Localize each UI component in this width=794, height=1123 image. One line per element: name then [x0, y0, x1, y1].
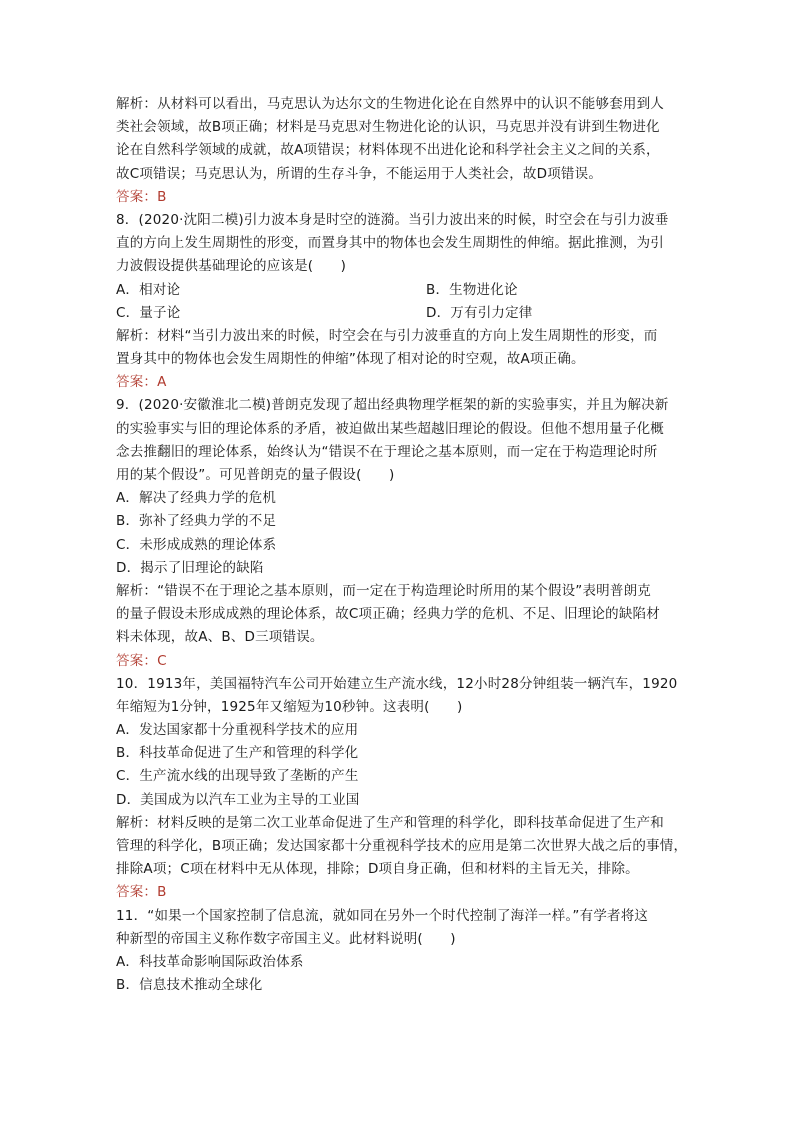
- q9-stem: [116, 394, 686, 487]
- option-d: D．美国成为以汽车工业为主导的工业国: [116, 791, 360, 808]
- question-line: 种新型的帝国主义称作数字帝国主义。此材料说明( ): [116, 930, 456, 947]
- q10-answer: 答案：B: [116, 884, 167, 901]
- q7-analysis: [116, 93, 686, 186]
- option-c: C．生产流水线的出现导致了垄断的产生: [116, 768, 359, 785]
- analysis-line: 解析：材料反映的是第二次工业革命促进了生产和管理的科学化，即科技革命促进了生产和: [116, 814, 664, 831]
- analysis-line: 解析：从材料可以看出，马克思认为达尔文的生物进化论在自然界中的认识不能够套用到人: [116, 96, 664, 112]
- question-line: 念去推翻旧的理论体系，始终认为“错误不在于理论之基本原则，而一定在于构造理论时所: [116, 443, 658, 460]
- q8-stem: [116, 209, 686, 279]
- analysis-line: 解析：材料“当引力波出来的时候，时空会在与引力波垂直的方向上发生周期性的形变，而: [116, 327, 658, 344]
- option-a: A．相对论: [116, 281, 181, 298]
- q9-analysis: [116, 580, 686, 650]
- question-line: 的实验事实与旧的理论体系的矛盾，被迫做出某些超越旧理论的假设。但他不想用量子化概: [116, 420, 664, 437]
- option-d: D．揭示了旧理论的缺陷: [116, 559, 264, 576]
- analysis-line: 置身其中的物体也会发生周期性的伸缩”体现了相对论的时空观，故A项正确。: [116, 351, 585, 368]
- q7-answer: 答案：B: [116, 188, 167, 205]
- q9-options: [116, 487, 686, 580]
- q8-options-row-2: [116, 302, 686, 325]
- question-line: 直的方向上发生周期性的形变，而置身其中的物体也会发生周期性的伸缩。据此推测，为引: [116, 235, 664, 252]
- q11-stem: [116, 905, 686, 951]
- option-a: A．解决了经典力学的危机: [116, 490, 277, 507]
- analysis-line: 故C项错误；马克思认为，所谓的生存斗争，不能运用于人类社会，故D项错误。: [116, 165, 603, 182]
- q8-options-row-1: [116, 279, 686, 302]
- analysis-line: 排除A项；C项在材料中无从体现，排除；D项自身正确，但和材料的主旨无关，排除。: [116, 861, 639, 878]
- analysis-line: 论在自然科学领域的成就，故A项错误；材料体现不出进化论和科学社会主义之间的关系，: [116, 142, 660, 159]
- q9-answer: 答案：C: [116, 652, 167, 669]
- q10-stem: [116, 673, 686, 719]
- option-a: A．科技革命影响国际政治体系: [116, 953, 304, 970]
- q8-analysis: [116, 325, 686, 371]
- q8-answer: 答案：A: [116, 374, 167, 391]
- option-b: B．科技革命促进了生产和管理的科学化: [116, 745, 359, 762]
- option-c: C．量子论: [116, 304, 181, 321]
- analysis-line: 的量子假设未形成成熟的理论体系，故C项正确；经典力学的危机、不足、旧理论的缺陷材: [116, 606, 660, 623]
- question-line: 用的某个假设”。可见普朗克的量子假设( ): [116, 467, 395, 483]
- option-d: D．万有引力定律: [426, 304, 533, 321]
- question-line: 年缩短为1分钟，1925年又缩短为10秒钟。这表明( ): [116, 698, 463, 715]
- question-line: 力波假设提供基础理论的应该是( ): [116, 258, 347, 275]
- option-a: A．发达国家都十分重视科学技术的应用: [116, 722, 359, 739]
- q10-options: [116, 719, 686, 812]
- q11-options: [116, 951, 686, 997]
- question-line: 8．(2020·沈阳二模)引力波本身是时空的涟漪。当引力波出来的时候，时空会在与引力波垂: [116, 211, 669, 228]
- analysis-line: 类社会领域，故B项正确；材料是马克思对生物进化论的认识，马克思并没有讲到生物进化: [116, 119, 660, 136]
- q10-analysis: [116, 812, 686, 882]
- document-body: [116, 93, 686, 997]
- option-b: B．生物进化论: [426, 281, 518, 298]
- analysis-line: 解析：“错误不在于理论之基本原则，而一定在于构造理论时所用的某个假设”表明普朗克: [116, 582, 651, 599]
- question-line: 10．1913年，美国福特汽车公司开始建立生产流水线，12小时28分钟组装一辆汽车，1920: [116, 675, 678, 692]
- question-line: 9．(2020·安徽淮北二模)普朗克发现了超出经典物理学框架的新的实验事实，并且为解决新: [116, 397, 669, 414]
- analysis-line: 料未体现，故A、B、D三项错误。: [116, 629, 324, 646]
- option-b: B．弥补了经典力学的不足: [116, 513, 277, 530]
- option-b: B．信息技术推动全球化: [116, 977, 263, 994]
- question-line: 11．“如果一个国家控制了信息流，就如同在另外一个时代控制了海洋一样。”有学者将这: [116, 907, 649, 924]
- analysis-line: 管理的科学化，B项正确；发达国家都十分重视科学技术的应用是第二次世界大战之后的事情，: [116, 838, 688, 854]
- option-c: C．未形成成熟的理论体系: [116, 536, 277, 553]
